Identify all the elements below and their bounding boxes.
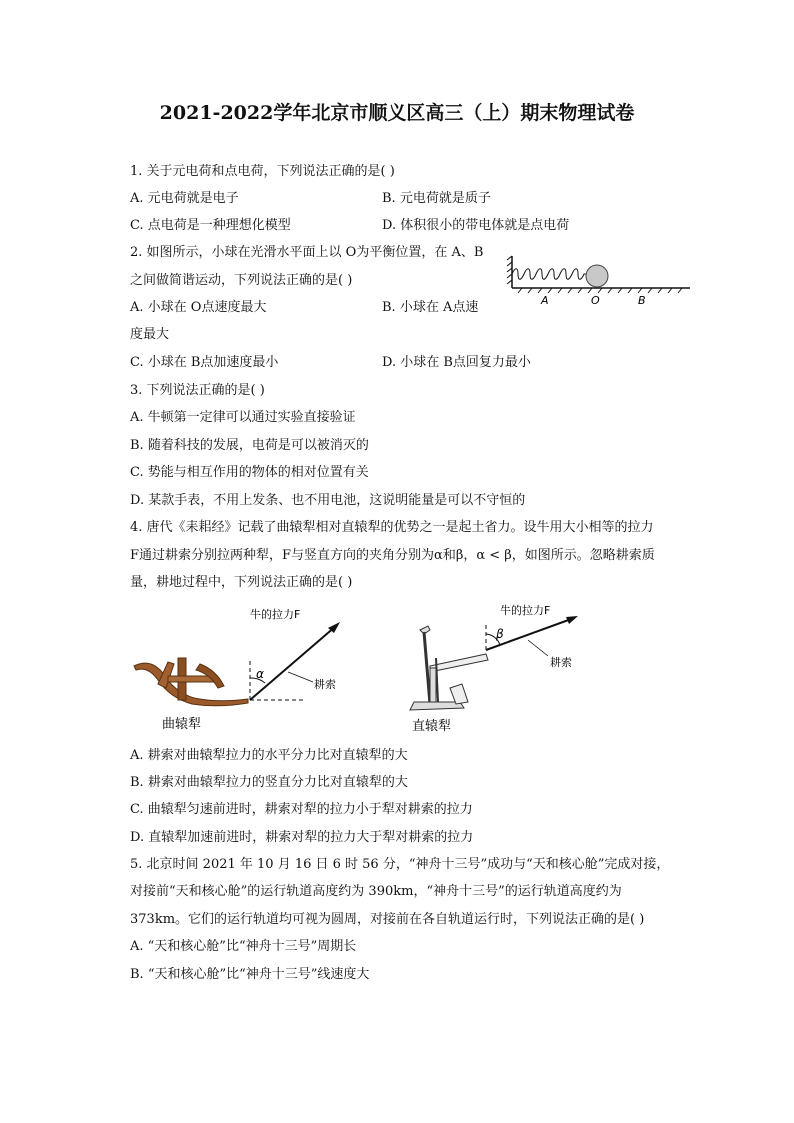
q4-option-c: C. 曲辕犁匀速前进时，耕索对犁的拉力小于犁对耕索的拉力 — [130, 802, 473, 817]
q3-option-b: B. 随着科技的发展，电荷是可以被消灭的 — [130, 438, 369, 453]
q3-option-a: A. 牛顿第一定律可以通过实验直接验证 — [130, 410, 356, 425]
rope-label-right: 耕索 — [550, 656, 572, 669]
q2-option-c: C. 小球在 B点加速度最小 — [130, 355, 279, 370]
q1-option-b: B. 元电荷就是质子 — [382, 191, 491, 206]
plow-straight-beam — [430, 654, 488, 672]
q4-option-a: A. 耕索对曲辕犁拉力的水平分力比对直辕犁的大 — [130, 748, 408, 763]
curved-plow-figure — [128, 600, 378, 740]
q4-stem-line1: 4. 唐代《耒耜经》记载了曲辕犁相对直辕犁的优势之一是起土省力。设牛用大小相等的拉力 — [130, 520, 654, 535]
q2-stem-line1: 2. 如图所示，小球在光滑水平面上以 O为平衡位置，在 A、B — [130, 245, 484, 260]
q4-stem-line2: F通过耕索分别拉两种犁，F与竖直方向的夹角分别为α和β，α < β，如图所示。忽略耕索质 — [130, 548, 655, 563]
rope-pointer-right — [528, 640, 548, 656]
q5-option-b: B. “天和核心舱”比“神舟十三号”线速度大 — [130, 967, 370, 982]
q4-option-d: D. 直辕犁加速前进时，耕索对犁的拉力大于犁对耕索的拉力 — [130, 830, 474, 845]
label-o: O — [591, 294, 600, 307]
straight-plow-figure — [400, 598, 600, 738]
plow-handle-shaft — [424, 632, 430, 704]
q3-stem: 3. 下列说法正确的是( ) — [130, 383, 265, 398]
rope-label-left: 耕索 — [314, 678, 336, 691]
q2-option-b: B. 小球在 A点速 — [382, 300, 479, 315]
plow-beam — [168, 676, 214, 682]
ball — [586, 265, 608, 287]
q5-stem-line2: 对接前“天和核心舱”的运行轨道高度约为 390km，“神舟十三号”的运行轨道高度约为 — [130, 884, 622, 899]
caption-straight-plow: 直辕犁 — [412, 719, 452, 734]
angle-alpha: α — [256, 667, 264, 681]
q5-stem-line3: 373km。它们的运行轨道均可视为圆周，对接前在各自轨道运行时，下列说法正确的是( ) — [130, 912, 645, 927]
q5-option-a: A. “天和核心舱”比“神舟十三号”周期长 — [130, 939, 357, 954]
force-label-right: 牛的拉力F — [500, 604, 551, 617]
q2-stem-line2: 之间做简谐运动，下列说法正确的是( ) — [130, 273, 353, 288]
label-a: A — [541, 294, 549, 307]
q3-option-d: D. 某款手表，不用上发条、也不用电池，这说明能量是可以不守恒的 — [130, 493, 526, 508]
label-b: B — [638, 294, 646, 307]
plow-front-post — [430, 668, 436, 706]
q2-option-d: D. 小球在 B点回复力最小 — [382, 355, 531, 370]
force-label-left: 牛的拉力F — [250, 608, 301, 621]
q3-option-c: C. 势能与相互作用的物体的相对位置有关 — [130, 465, 369, 480]
force-arrowhead-right — [566, 616, 578, 624]
q1-stem: 1. 关于元电荷和点电荷，下列说法正确的是( ) — [130, 164, 395, 179]
q4-option-b: B. 耕索对曲辕犁拉力的竖直分力比对直辕犁的大 — [130, 775, 408, 790]
spring-oscillator-figure — [500, 250, 700, 310]
q1-option-c: C. 点电荷是一种理想化模型 — [130, 218, 291, 233]
q1-option-a: A. 元电荷就是电子 — [130, 191, 239, 206]
angle-beta: β — [496, 627, 504, 641]
plow-shaft-curved — [134, 663, 248, 706]
page-title: 2021-2022学年北京市顺义区高三（上）期末物理试卷 — [159, 102, 635, 124]
q2-option-b-cont: 度最大 — [130, 327, 170, 342]
plow-share — [450, 684, 468, 704]
caption-curved-plow: 曲辕犁 — [162, 717, 202, 732]
q1-option-d: D. 体积很小的带电体就是点电荷 — [382, 218, 570, 233]
q2-option-a: A. 小球在 O点速度最大 — [130, 300, 267, 315]
q4-stem-line3: 量，耕地过程中，下列说法正确的是( ) — [130, 575, 353, 590]
q5-stem-line1: 5. 北京时间 2021 年 10 月 16 日 6 时 56 分，“神舟十三号”成功与“天和核心舱”完成对接， — [130, 857, 670, 872]
rope-pointer-left — [288, 672, 313, 682]
